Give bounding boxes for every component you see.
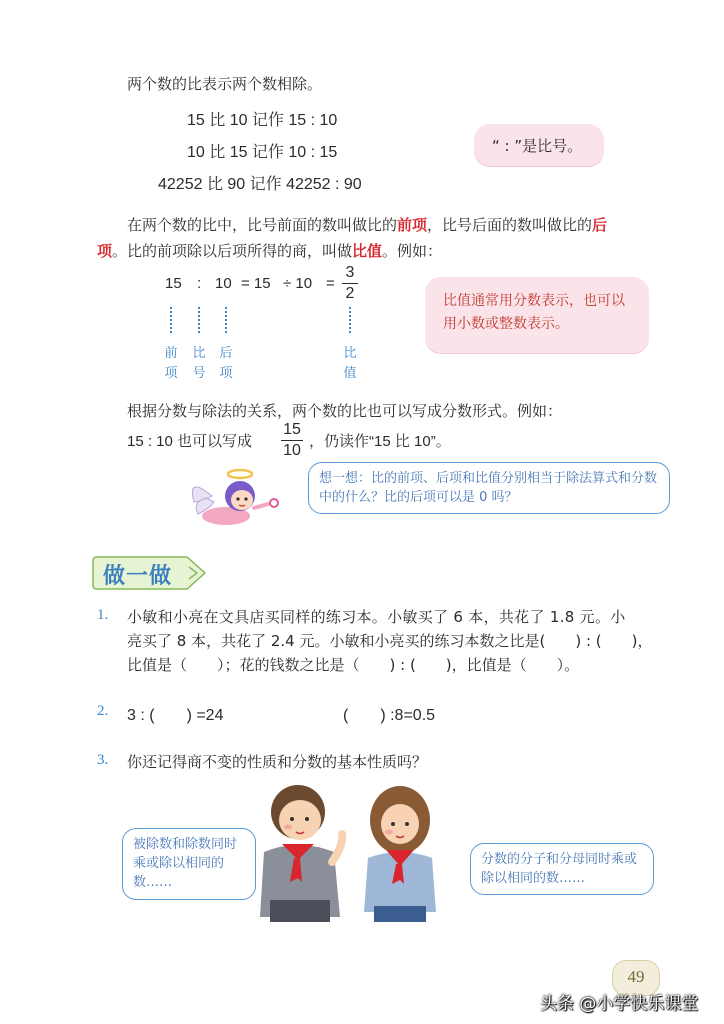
value-note	[425, 277, 649, 353]
page-number: 49	[627, 967, 645, 986]
term-front: 前项	[397, 216, 428, 234]
girl-speech-bubble	[470, 843, 654, 895]
label-front: 前项	[164, 346, 178, 381]
term-back-1: 后	[592, 216, 608, 234]
fraction-intro: 根据分数与除法的关系，两个数的比也可以写成分数形式。例如：	[127, 402, 563, 420]
label-value: 比值	[343, 346, 357, 381]
dotted-line-front	[170, 307, 172, 333]
fraction-15-10	[281, 421, 303, 460]
section-badge	[91, 553, 209, 593]
q1-line-3: 比值是（ ）；花的钱数之比是（ ) : ( )，比值是（ ）。	[127, 656, 580, 674]
eq-equals-15: = 15	[241, 275, 271, 292]
definition-line-2	[97, 240, 442, 261]
example-1: 15 比 10 记作 15 : 10	[187, 112, 338, 129]
fraction-denominator: 10	[283, 442, 301, 459]
definition-part-4: 。例如：	[382, 242, 443, 260]
angel-character-icon	[186, 468, 290, 534]
definition-part-1: 在两个数的比中，比号前面的数叫做比的	[127, 216, 398, 234]
watermark: 头条 @小学快乐课堂	[540, 994, 699, 1014]
think-bubble-text: 想一想：比的前项、后项和比值分别相当于除法算式和分数中的什么？比的后项可以是 0 吗？	[319, 471, 658, 505]
q2-part-b: ( ) :8=0.5	[343, 707, 436, 724]
label-back: 后项	[219, 346, 233, 381]
fraction-bar	[342, 283, 358, 284]
q1-number: 1.	[97, 607, 109, 623]
children-illustration-icon	[250, 782, 450, 924]
eq-colon: :	[197, 275, 202, 292]
q2-part-a: 3 : ( ) =24	[127, 707, 224, 724]
boy-speech-text: 被除数和除数同时乘或除以相同的数……	[133, 837, 238, 890]
eq-fraction-denominator: 2	[345, 285, 355, 302]
fraction-numerator: 15	[283, 421, 301, 438]
definition-part-3: 。比的前项除以后项所得的商，叫做	[112, 242, 353, 260]
intro-text: 两个数的比表示两个数相除。	[127, 75, 323, 93]
fraction-prefix: 15 : 10 也可以写成	[127, 433, 253, 450]
fraction-bar-2	[281, 440, 303, 441]
value-note-text: 比值通常用分数表示，也可以用小数或整数表示。	[443, 293, 625, 332]
q3-number: 3.	[97, 752, 109, 768]
eq-fraction-numerator: 3	[345, 264, 355, 281]
eq-divide: ÷ 10	[283, 275, 313, 292]
q2-number: 2.	[97, 703, 109, 719]
fraction-suffix: ，仍读作“15 比 10”。	[309, 433, 451, 450]
eq-front: 15	[165, 275, 182, 292]
eq-fraction	[342, 264, 358, 303]
boy-speech-bubble	[122, 828, 256, 900]
definition-line-1	[127, 214, 607, 235]
section-title: 做一做	[103, 564, 173, 589]
example-3: 42252 比 90 记作 42252 : 90	[158, 176, 362, 193]
girl-speech-text: 分数的分子和分母同时乘或除以相同的数……	[481, 852, 638, 886]
term-value: 比值	[352, 242, 383, 260]
eq-back: 10	[215, 275, 232, 292]
q1-line-2: 亮买了 8 本，共花了 2.4 元。小敏和小亮买的练习本数之比是( ) : ( )，	[127, 632, 653, 650]
eq-equals: =	[326, 275, 335, 292]
definition-part-2: ，比号后面的数叫做比的	[427, 216, 593, 234]
ratio-sign-note	[474, 124, 604, 166]
term-back-2: 项	[97, 242, 113, 260]
dotted-line-back	[225, 307, 227, 333]
dotted-line-sign	[198, 307, 200, 333]
q1-line-1: 小敏和小亮在文具店买同样的练习本。小敏买了 6 本，共花了 1.8 元。小	[127, 608, 626, 626]
ratio-sign-note-text: “ : ”是比号。	[492, 137, 583, 155]
example-2: 10 比 15 记作 10 : 15	[187, 144, 338, 161]
q3-text: 你还记得商不变的性质和分数的基本性质吗？	[127, 753, 428, 771]
label-sign: 比号	[192, 346, 206, 381]
think-bubble	[308, 462, 670, 514]
dotted-line-value	[349, 307, 351, 333]
